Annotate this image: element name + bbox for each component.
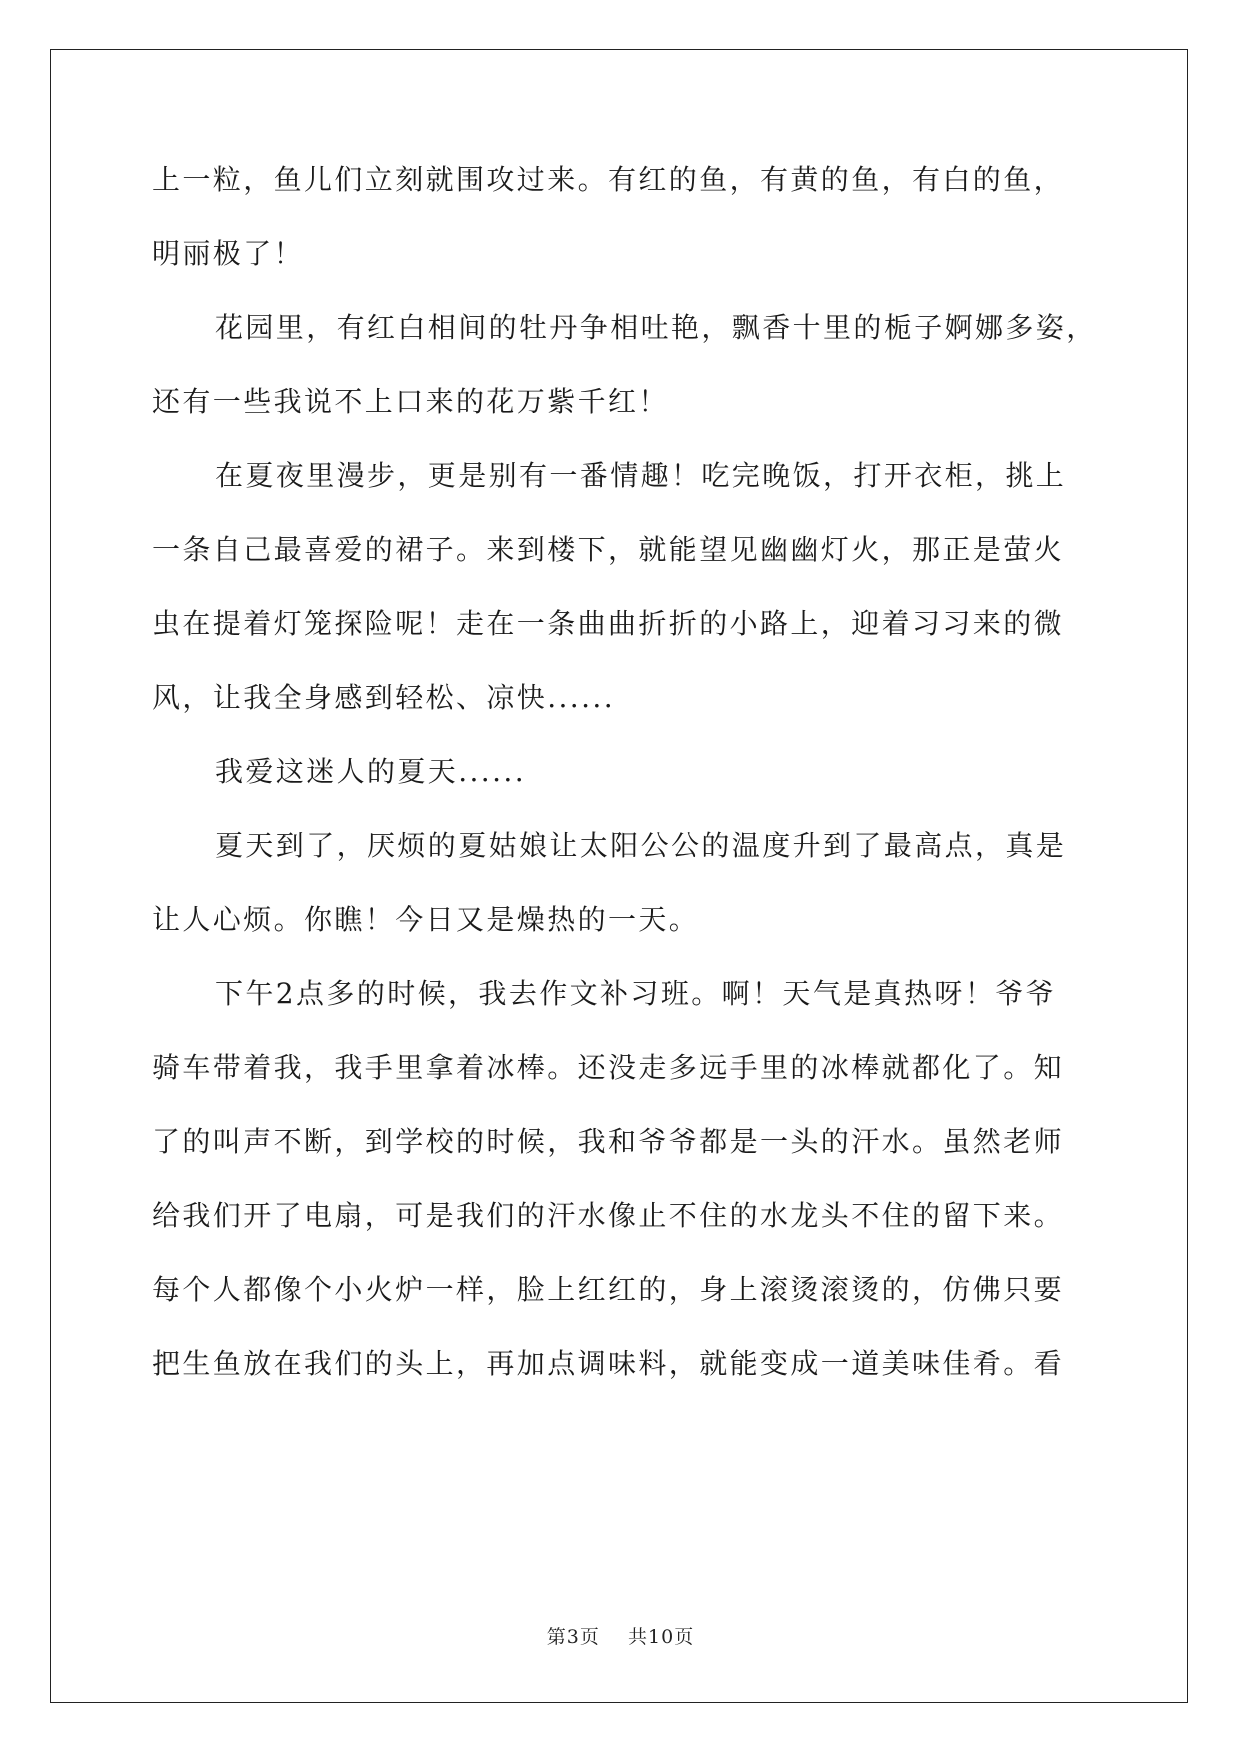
text-line: 每个人都像个小火炉一样，脸上红红的，身上滚烫滚烫的，仿佛只要 [152,1273,1065,1306]
text-line: 骑车带着我，我手里拿着冰棒。还没走多远手里的冰棒就都化了。知 [152,1051,1065,1084]
text-line: 让人心烦。你瞧！今日又是燥热的一天。 [152,903,700,936]
paragraph-start-line: 在夏夜里漫步，更是别有一番情趣！吃完晚饭，打开衣柜，挑上 [215,459,1067,492]
page-border [50,49,1188,1703]
text-line: 虫在提着灯笼探险呢！走在一条曲曲折折的小路上，迎着习习来的微 [152,607,1065,640]
text-line: 上一粒，鱼儿们立刻就围攻过来。有红的鱼，有黄的鱼，有白的鱼， [152,163,1065,196]
text-line: 一条自己最喜爱的裙子。来到楼下，就能望见幽幽灯火，那正是萤火 [152,533,1065,566]
page-footer [0,1622,1241,1649]
text-line: 明丽极了！ [152,237,305,270]
paragraph-start-line: 夏天到了，厌烦的夏姑娘让太阳公公的温度升到了最高点，真是 [215,829,1067,862]
paragraph-start-line: 下午2点多的时候，我去作文补习班。啊！天气是真热呀！爷爷 [215,977,1057,1010]
paragraph-start-line: 花园里，有红白相间的牡丹争相吐艳，飘香十里的栀子婀娜多姿， [215,311,1097,344]
paragraph-start-line: 我爱这迷人的夏天...... [215,755,527,788]
text-line: 把生鱼放在我们的头上，再加点调味料，就能变成一道美味佳肴。看 [152,1347,1065,1380]
text-line: 了的叫声不断，到学校的时候，我和爷爷都是一头的汗水。虽然老师 [152,1125,1065,1158]
text-line: 风，让我全身感到轻松、凉快...... [152,681,616,714]
text-line: 给我们开了电扇，可是我们的汗水像止不住的水龙头不住的留下来。 [152,1199,1065,1232]
text-line: 还有一些我说不上口来的花万紫千红！ [152,385,669,418]
page-total: 共10页 [628,1626,695,1648]
page-number: 第3页 [546,1626,600,1648]
